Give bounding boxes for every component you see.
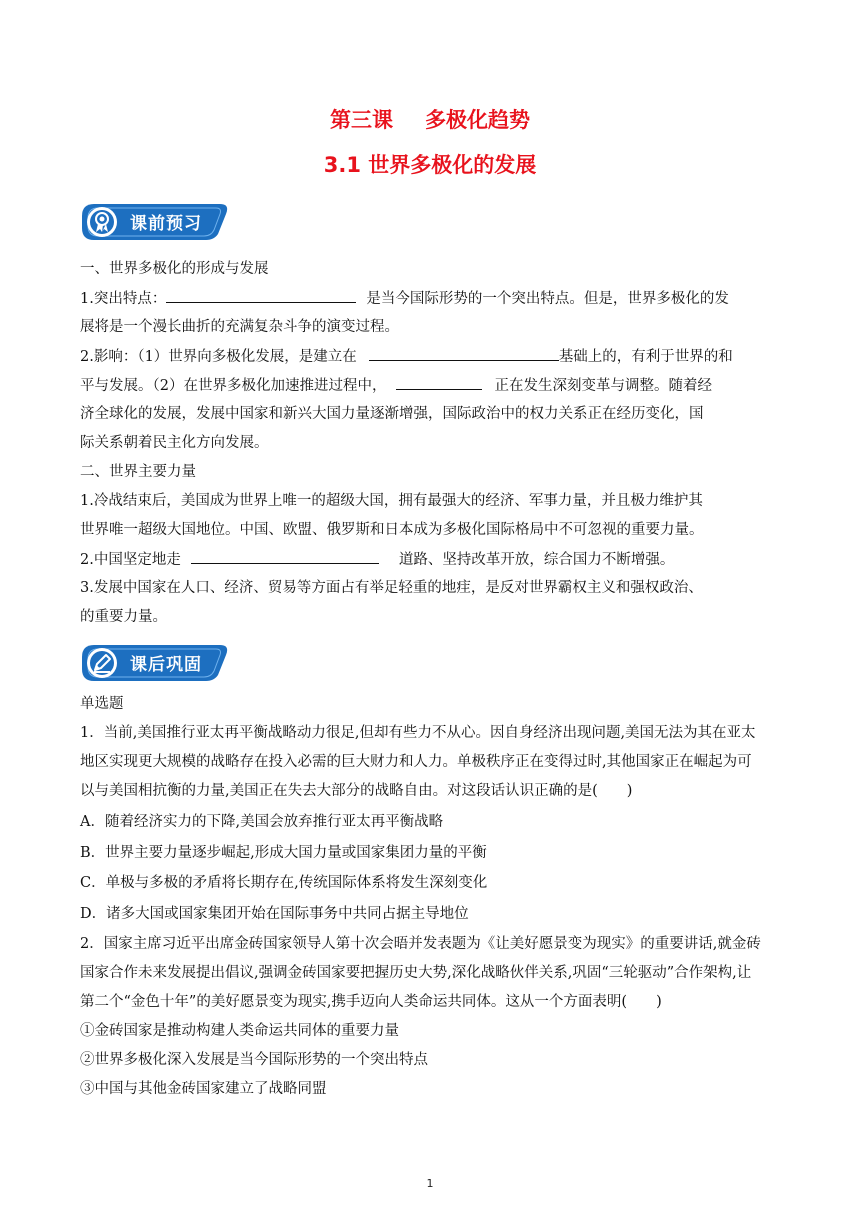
preview-heading-1: 一、世界多极化的形成与发展 xyxy=(80,261,269,277)
page-number: 1 xyxy=(426,1177,434,1190)
q2-statement-2[interactable]: ②世界多极化深入发展是当今国际形势的一个突出特点 xyxy=(80,1052,428,1068)
preview-p2-line2: 平与发展。（2）在世界多极化加速推进过程中， 正在发生深刻变革与调整。随着经 xyxy=(80,375,780,396)
preview-p3-line1: 1.冷战结束后，美国成为世界上唯一的超级大国，拥有最强大的经济、军事力量，并且极力维护其 xyxy=(80,493,703,509)
blank-3[interactable] xyxy=(396,375,482,390)
q1-option-c[interactable]: C．单极与多极的矛盾将长期存在,传统国际体系将发生深刻变化 xyxy=(80,875,488,891)
preview-banner-label: 课前预习 xyxy=(130,214,202,234)
blank-4[interactable] xyxy=(191,549,379,564)
q1-stem-line1: 1．当前,美国推行亚太再平衡战略动力很足,但却有些力不从心。因自身经济出现问题,美国无法为其在亚太 xyxy=(80,725,756,741)
q2-stem-line2: 国家合作未来发展提出倡议,强调金砖国家要把握历史大势,深化战略伙伴关系,巩固“三轮驱动”合作架构,让 xyxy=(80,965,752,981)
preview-p3-line2: 世界唯一超级大国地位。中国、欧盟、俄罗斯和日本成为多极化国际格局中不可忽视的重要力量。 xyxy=(80,522,704,538)
preview-heading-2: 二、世界主要力量 xyxy=(80,464,196,480)
section-title: 3.1 世界多极化的发展 xyxy=(323,153,537,177)
review-heading: 单选题 xyxy=(80,696,124,712)
preview-banner xyxy=(80,202,230,242)
review-banner xyxy=(80,643,230,683)
lesson-title xyxy=(0,104,860,134)
blank-1[interactable] xyxy=(166,288,356,303)
preview-p5-line2: 的重要力量。 xyxy=(80,609,167,625)
preview-p1-line2: 展将是一个漫长曲折的充满复杂斗争的演变过程。 xyxy=(80,319,399,335)
preview-p2-line3: 济全球化的发展，发展中国家和新兴大国力量逐渐增强，国际政治中的权力关系正在经历变化，国 xyxy=(80,406,704,422)
preview-p1-line1: 1.突出特点： 是当今国际形势的一个突出特点。但是，世界多极化的发 xyxy=(80,288,780,309)
q1-stem-line2: 地区实现更大规模的战略存在投入必需的巨大财力和人力。单极秩序正在变得过时,其他国家正在崛起为可 xyxy=(80,754,752,770)
q1-option-a[interactable]: A．随着经济实力的下降,美国会放弃推行亚太再平衡战略 xyxy=(80,814,444,830)
preview-p2-line4: 际关系朝着民主化方向发展。 xyxy=(80,435,269,451)
preview-p4-line1: 2.中国坚定地走 道路、坚持改革开放，综合国力不断增强。 xyxy=(80,549,780,570)
pencil-icon xyxy=(90,651,114,675)
review-banner-label: 课后巩固 xyxy=(130,655,202,675)
q2-statement-3[interactable]: ③中国与其他金砖国家建立了战略同盟 xyxy=(80,1081,327,1097)
lesson-number: 第三课 xyxy=(330,108,393,132)
q2-stem-line1: 2．国家主席习近平出席金砖国家领导人第十次会晤并发表题为《让美好愿景变为现实》的重要讲话,就金砖 xyxy=(80,936,761,952)
medal-icon xyxy=(90,210,114,234)
blank-2[interactable] xyxy=(369,346,559,361)
preview-p5-line1: 3.发展中国家在人口、经济、贸易等方面占有举足轻重的地疰，是反对世界霸权主义和强权政治、 xyxy=(80,580,703,596)
q1-option-d[interactable]: D．诸多大国或国家集团开始在国际事务中共同占据主导地位 xyxy=(80,906,469,922)
q2-stem-line3: 第二个“金色十年”的美好愿景变为现实,携手迈向人类命运共同体。这从一个方面表明( ) xyxy=(80,994,662,1010)
preview-p2-line1: 2.影响：（1）世界向多极化发展，是建立在 基础上的，有利于世界的和 xyxy=(80,346,780,367)
q2-statement-1[interactable]: ①金砖国家是推动构建人类命运共同体的重要力量 xyxy=(80,1023,399,1039)
lesson-topic: 多极化趋势 xyxy=(425,108,530,132)
q1-stem-line3: 以与美国相抗衡的力量,美国正在失去大部分的战略自由。对这段话认识正确的是( ) xyxy=(80,783,633,799)
q1-option-b[interactable]: B．世界主要力量逐步崛起,形成大国力量或国家集团力量的平衡 xyxy=(80,845,487,861)
